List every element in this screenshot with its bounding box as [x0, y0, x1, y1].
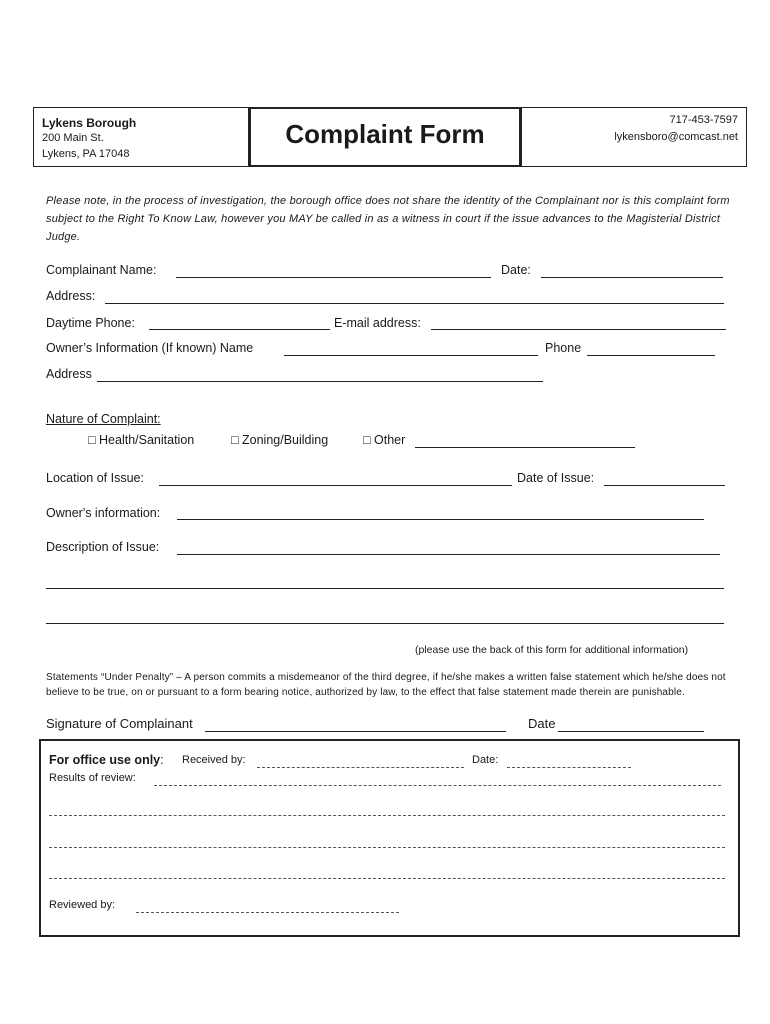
owners-information-field[interactable]: [177, 519, 704, 520]
results-label: Results of review:: [49, 772, 136, 784]
owner-name-label: Owner’s Information (If known) Name: [46, 341, 254, 355]
email-label: E-mail address:: [334, 316, 421, 330]
contact-email: lykensboro@comcast.net: [614, 131, 738, 143]
description-field-3[interactable]: [46, 623, 724, 624]
office-date-field[interactable]: [507, 767, 631, 768]
description-field-2[interactable]: [46, 588, 724, 589]
penalty-statement: Statements “Under Penalty” – A person commits a misdemeanor of the third degree, if he/she makes a written false statement which he/she does not believe to be true, on or pursuant to a form bearing notice, authorized by law, to the effect that false statement made therein are punishable.: [46, 672, 726, 698]
complainant-name-field[interactable]: [176, 277, 491, 278]
address-label: Address:: [46, 289, 96, 303]
reviewed-by-label: Reviewed by:: [49, 899, 116, 911]
owner-address-field[interactable]: [97, 381, 543, 382]
results-field-2[interactable]: [49, 815, 725, 816]
address-field[interactable]: [105, 303, 724, 304]
page-title: Complaint Form: [285, 119, 485, 149]
privacy-notice: Please note, in the process of investigation, the borough office does not share the identity of the Complainant nor is this complaint form subject to the Right To Know Law, however you MAY be called in as a witness in court if the issue advances to the Magisterial District Judge.: [46, 195, 730, 243]
results-field-4[interactable]: [49, 878, 725, 879]
owner-address-label: Address: [46, 367, 92, 381]
other-field[interactable]: [415, 447, 635, 448]
signature-date-label: Date: [528, 716, 556, 731]
email-field[interactable]: [431, 329, 726, 330]
results-field-1[interactable]: [154, 785, 721, 786]
borough-name: Lykens Borough: [42, 116, 137, 130]
checkbox-zoning-building[interactable]: □ Zoning/Building: [231, 433, 329, 447]
office-use-title: [49, 753, 164, 767]
checkbox-other[interactable]: □ Other: [363, 433, 406, 447]
description-field-1[interactable]: [177, 554, 720, 555]
office-use-box: [39, 739, 740, 937]
borough-info-box: [33, 107, 249, 167]
location-label: Location of Issue:: [46, 471, 144, 485]
owner-phone-field[interactable]: [587, 355, 715, 356]
office-date-label: Date:: [472, 754, 499, 766]
title-box: [249, 107, 521, 167]
signature-date-field[interactable]: [558, 731, 704, 732]
complainant-name-label: Complainant Name:: [46, 263, 157, 277]
reviewed-by-field[interactable]: [136, 912, 399, 913]
signature-label: Signature of Complainant: [46, 716, 193, 731]
date-field[interactable]: [541, 277, 723, 278]
signature-field[interactable]: [205, 731, 506, 732]
checkbox-health-sanitation[interactable]: □ Health/Sanitation: [88, 433, 195, 447]
contact-phone: 717-453-7597: [669, 114, 738, 126]
received-by-label: Received by:: [182, 754, 246, 766]
description-label: Description of Issue:: [46, 540, 160, 554]
received-by-field[interactable]: [257, 767, 464, 768]
date-of-issue-field[interactable]: [604, 485, 725, 486]
date-of-issue-label: Date of Issue:: [517, 471, 595, 485]
owner-name-field[interactable]: [284, 355, 538, 356]
office-use-title-text: For office use only: [49, 753, 161, 767]
date-label: Date:: [501, 263, 531, 277]
owners-information-label: Owner's information:: [46, 506, 161, 520]
back-of-form-note: (please use the back of this form for additional information): [415, 644, 689, 656]
borough-city: Lykens, PA 17048: [42, 148, 130, 160]
borough-street: 200 Main St.: [42, 132, 104, 144]
contact-box: [521, 107, 747, 167]
results-field-3[interactable]: [49, 847, 725, 848]
office-use-colon: :: [160, 753, 164, 767]
daytime-phone-label: Daytime Phone:: [46, 316, 135, 330]
location-field[interactable]: [159, 485, 512, 486]
nature-label: Nature of Complaint:: [46, 412, 161, 426]
daytime-phone-field[interactable]: [149, 329, 330, 330]
owner-phone-label: Phone: [545, 341, 582, 355]
